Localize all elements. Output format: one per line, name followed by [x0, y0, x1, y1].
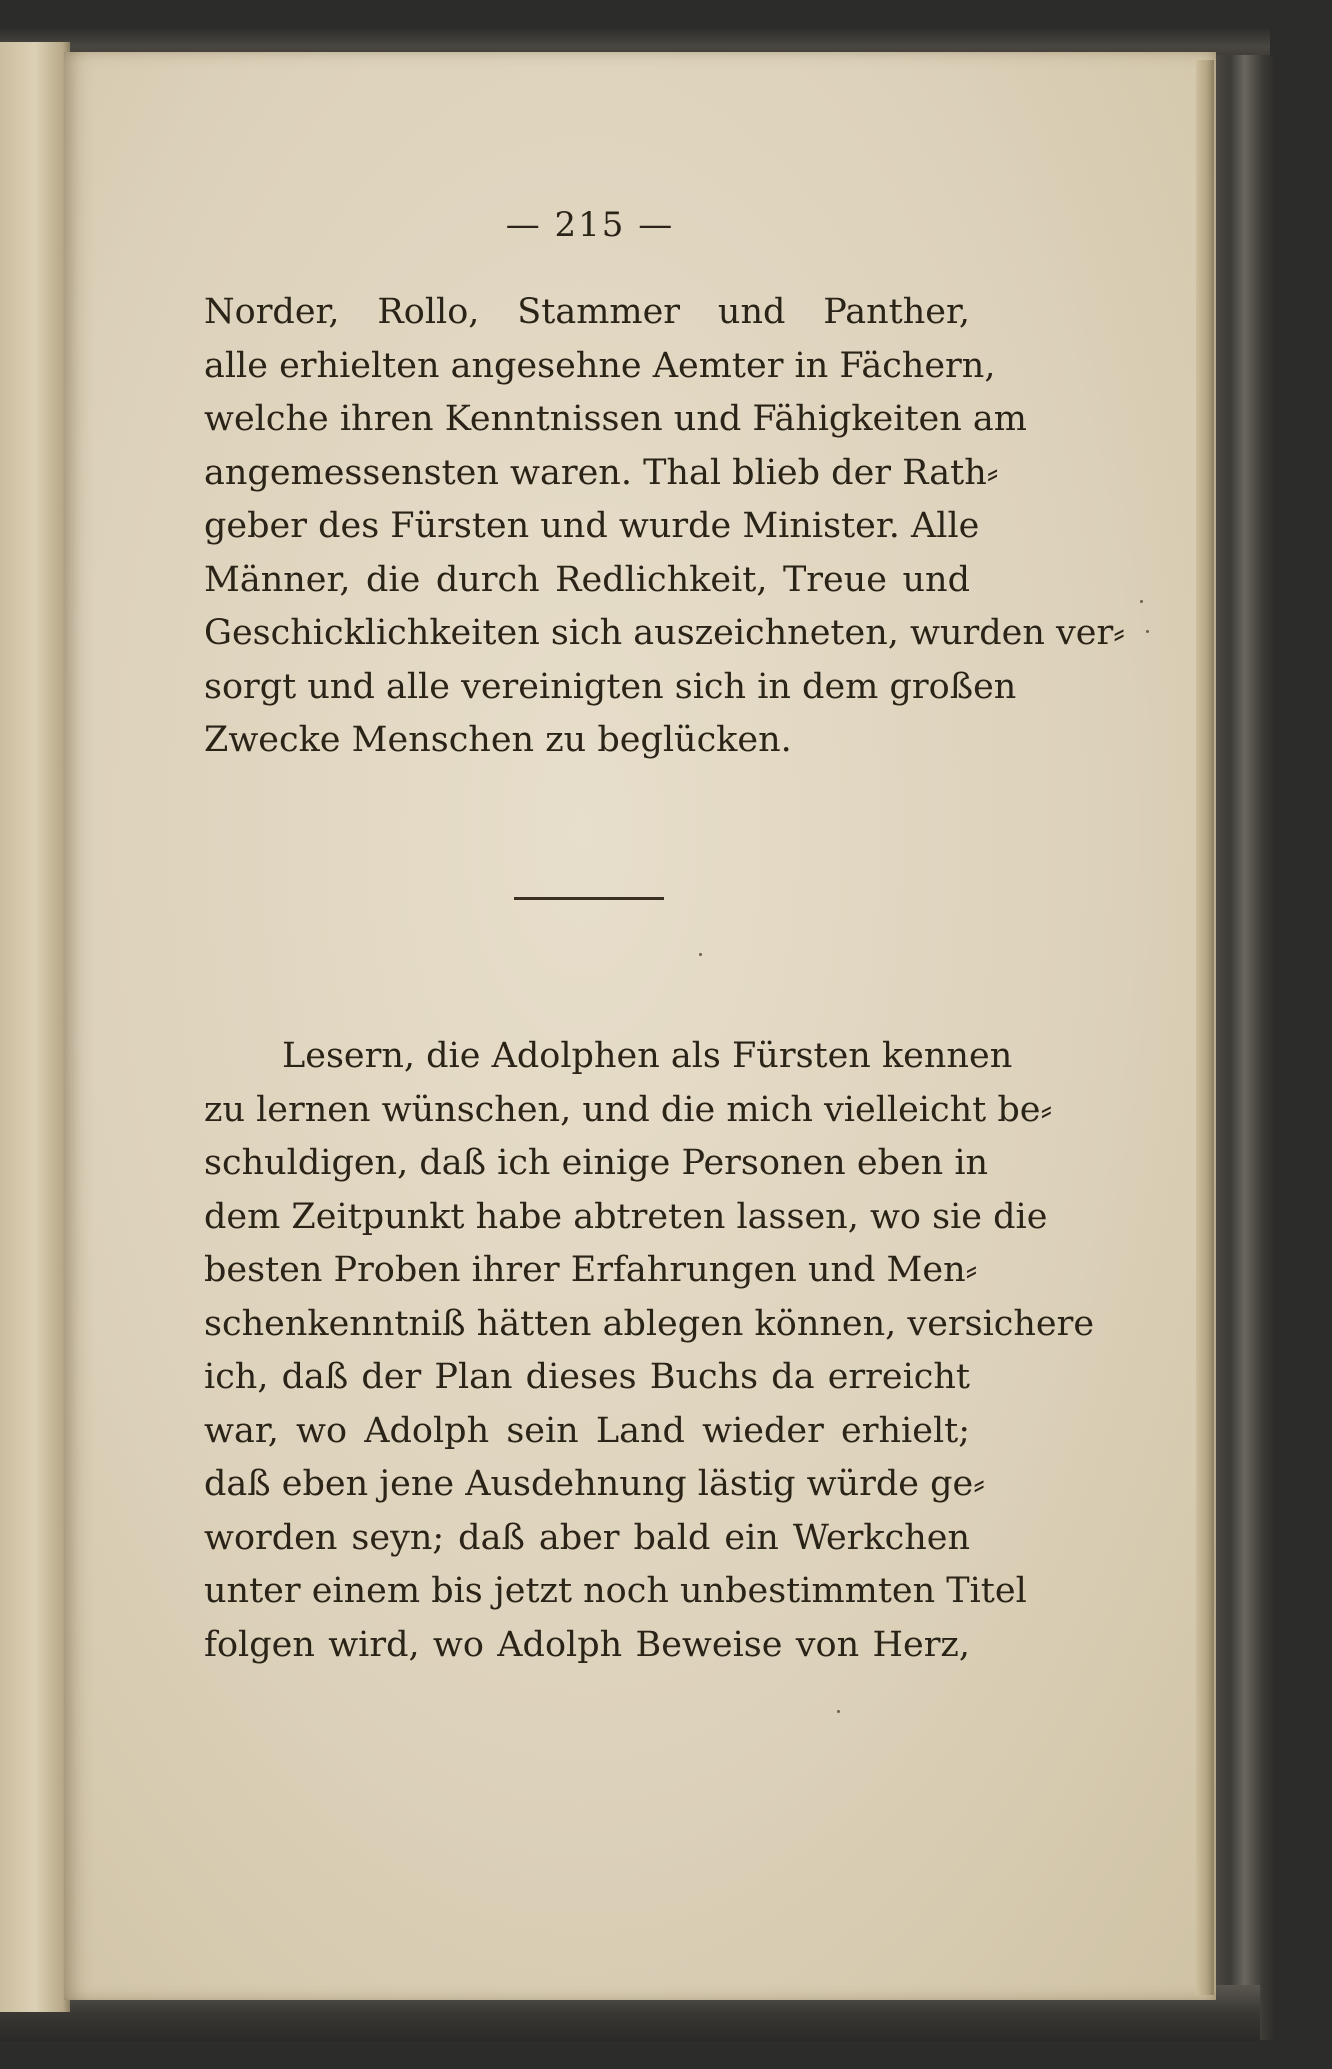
- text-line: worden seyn; daß aber bald ein Werkchen: [204, 1517, 970, 1558]
- text-line: ich, daß der Plan dieses Buchs da erreicht: [204, 1357, 970, 1397]
- page-stack-edge: [1196, 60, 1214, 1995]
- text-line: sorgt und alle vereinigten sich in dem großen: [204, 666, 1017, 707]
- text-line: Geschicklichkeiten sich auszeichneten, wurden ver⸗: [204, 613, 1125, 653]
- paragraph-1: [204, 286, 1125, 768]
- section-divider: [514, 897, 664, 900]
- text-line: besten Proben ihrer Erfahrungen und Men⸗: [204, 1250, 978, 1290]
- page-number: — 215 —: [505, 205, 675, 245]
- text-line: Norder, Rollo, Stammer und Panther,: [204, 292, 970, 332]
- text-line: welche ihren Kenntnissen und Fähigkeiten am: [204, 399, 1027, 439]
- text-line: schenkenntniß hätten ablegen können, versichere: [204, 1303, 1095, 1344]
- text-line: Männer, die durch Redlichkeit, Treue und: [204, 559, 970, 600]
- text-line: alle erhielten angesehne Aemter in Fächern,: [204, 345, 996, 386]
- facing-page-edge: [0, 42, 70, 2012]
- text-line: schuldigen, daß ich einige Personen eben in: [204, 1143, 989, 1183]
- text-line: Lesern, die Adolphen als Fürsten kennen: [282, 1036, 1013, 1076]
- text-line: Zwecke Menschen zu beglücken.: [204, 720, 792, 760]
- paragraph-2: [204, 1030, 1095, 1672]
- text-line: unter einem bis jetzt noch unbestimmten Titel: [204, 1571, 1027, 1611]
- text-line: dem Zeitpunkt habe abtreten lassen, wo sie die: [204, 1196, 1048, 1237]
- text-line: zu lernen wünschen, und die mich vielleicht be⸗: [204, 1089, 1053, 1130]
- text-line: geber des Fürsten und wurde Minister. Alle: [204, 506, 980, 546]
- text-line: folgen wird, wo Adolph Beweise von Herz,: [204, 1624, 970, 1665]
- text-line: daß eben jene Ausdehnung lästig würde ge⸗: [204, 1464, 985, 1504]
- text-line: angemessensten waren. Thal blieb der Rath⸗: [204, 452, 999, 493]
- text-line: war, wo Adolph sein Land wieder erhielt;: [204, 1410, 970, 1451]
